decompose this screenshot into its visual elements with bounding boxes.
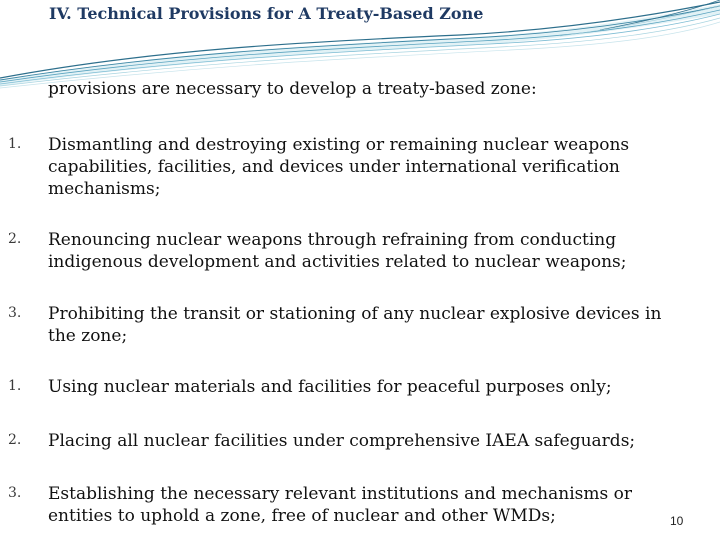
list-item-text: Dismantling and destroying existing or remaining nuclear weapons capabilities, facilities, and devices under international verification mechanisms;: [48, 135, 630, 199]
slide-title: IV. Technical Provisions for A Treaty-Based Zone: [49, 4, 484, 23]
list-item-number: 1.: [8, 136, 22, 152]
list-item-number: 3.: [8, 485, 22, 501]
list-item-text: Establishing the necessary relevant institutions and mechanisms or entities to uphold a zone, free of nuclear and other WMDs;: [48, 484, 632, 526]
list-item-text: Using nuclear materials and facilities for peaceful purposes only;: [48, 377, 612, 397]
list-item-text: Renouncing nuclear weapons through refraining from conducting indigenous development and activities related to nuclear weapons;: [48, 230, 627, 272]
list-item-number: 3.: [8, 305, 22, 321]
list-item-number: 2.: [8, 231, 22, 247]
page-number: 10: [670, 514, 684, 528]
list-item-text: Placing all nuclear facilities under comprehensive IAEA safeguards;: [48, 431, 636, 451]
list-item-number: 2.: [8, 432, 22, 448]
list-item-number: 1.: [8, 378, 22, 394]
list-item-text: Prohibiting the transit or stationing of any nuclear explosive devices in the zone;: [48, 304, 662, 346]
intro-text: provisions are necessary to develop a treaty-based zone:: [48, 79, 537, 99]
